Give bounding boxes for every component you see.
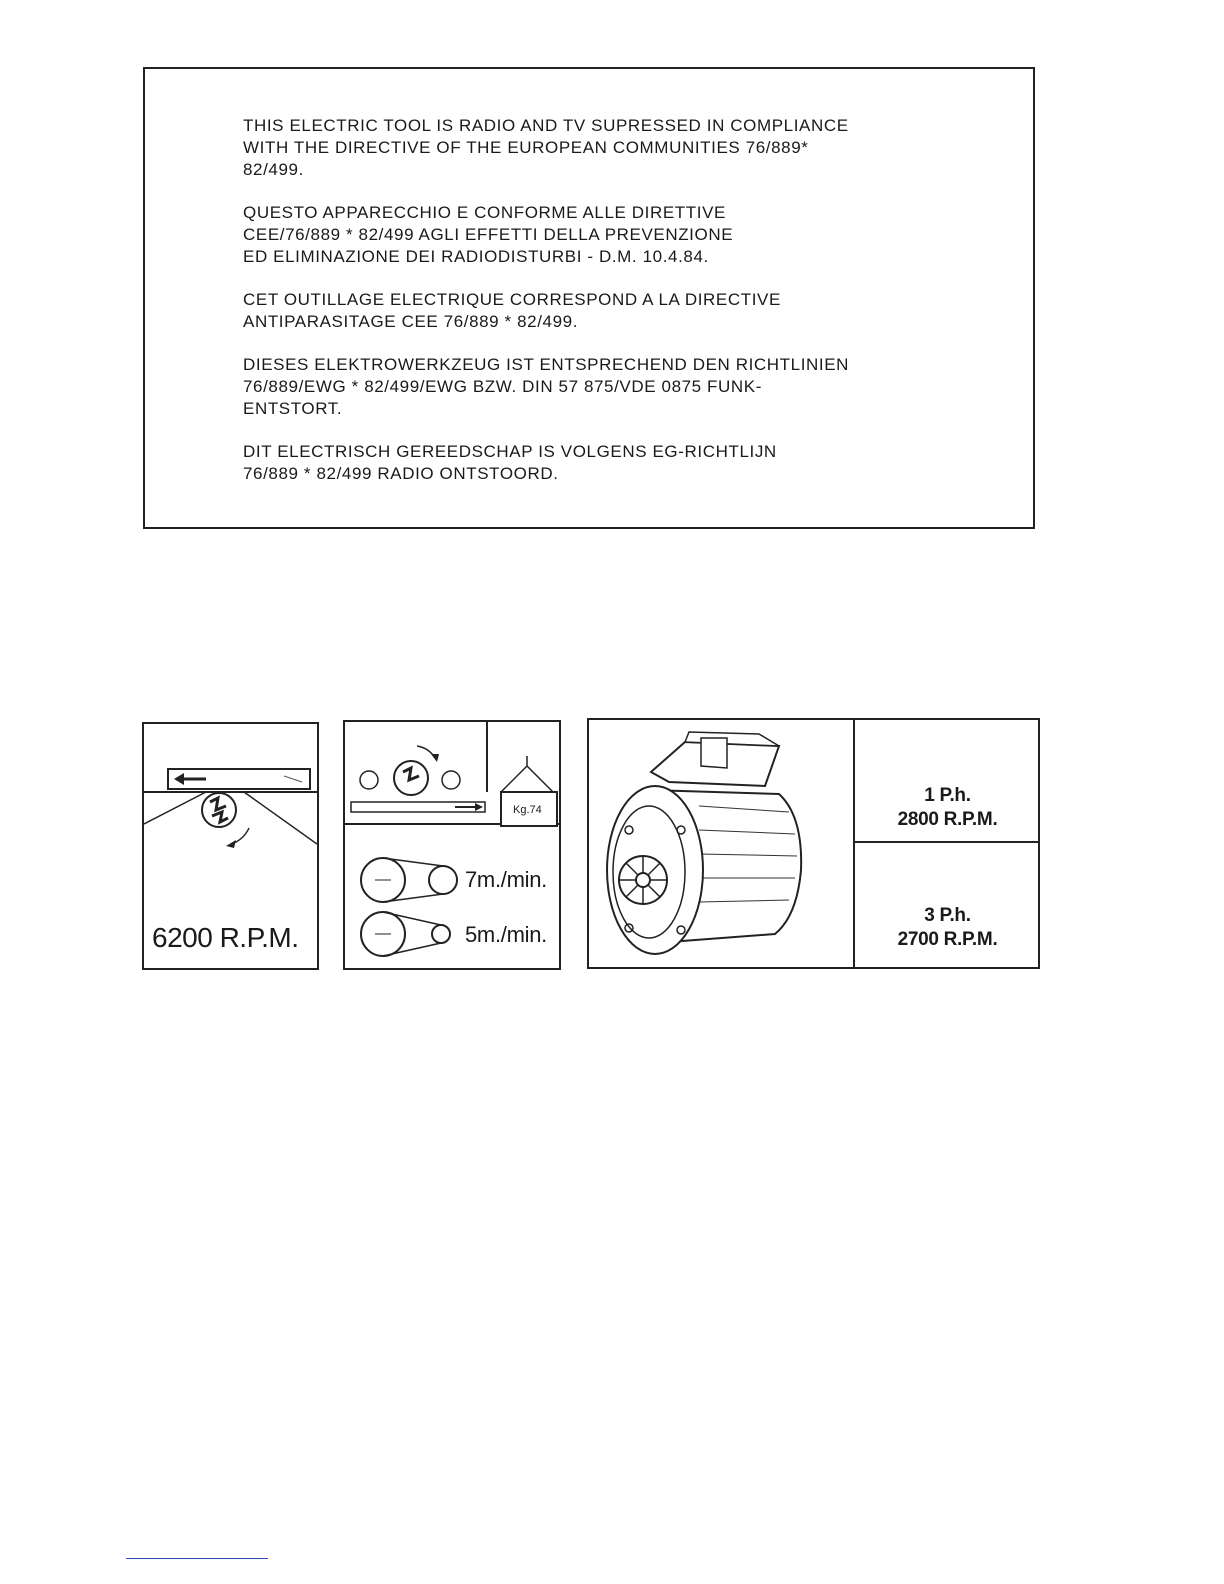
- three-phase-label: 3 P.h.: [924, 905, 971, 926]
- compliance-notice-text: [243, 115, 1003, 506]
- notice-line: ANTIPARASITAGE CEE 76/889 * 82/499.: [243, 312, 579, 331]
- spindle-speed-panel: [142, 722, 319, 970]
- notice-line: WITH THE DIRECTIVE OF THE EUROPEAN COMMUNITIES 76/889*: [243, 138, 809, 157]
- motor-panel: [587, 718, 1040, 969]
- notice-paragraph-dutch: [243, 441, 1003, 485]
- notice-line: 76/889 * 82/499 RADIO ONTSTOORD.: [243, 464, 559, 483]
- notice-line: CEE/76/889 * 82/499 AGLI EFFETTI DELLA PREVENZIONE: [243, 225, 734, 244]
- single-phase-spec: [855, 784, 1040, 832]
- electric-motor-illustration: [589, 720, 851, 967]
- three-phase-rpm: 2700 R.P.M.: [897, 929, 998, 950]
- weight-label: Kg.74: [513, 804, 542, 816]
- single-phase-label: 1 P.h.: [924, 785, 971, 806]
- notice-paragraph-french: [243, 289, 1003, 333]
- spindle-rpm-label: 6200 R.P.M.: [152, 922, 299, 953]
- notice-line: 76/889/EWG * 82/499/EWG BZW. DIN 57 875/VDE 0875 FUNK-: [243, 377, 762, 396]
- notice-line: CET OUTILLAGE ELECTRIQUE CORRESPOND A LA DIRECTIVE: [243, 290, 781, 309]
- feed-speed-fast: 7m./min.: [465, 867, 547, 892]
- feed-speed-panel: [343, 720, 561, 970]
- notice-line: 82/499.: [243, 160, 304, 179]
- notice-line: DIT ELECTRISCH GEREEDSCHAP IS VOLGENS EG-RICHTLIJN: [243, 442, 777, 461]
- notice-line: DIESES ELEKTROWERKZEUG IST ENTSPRECHEND DEN RICHTLINIEN: [243, 355, 850, 374]
- footnote-rule: [126, 1558, 268, 1559]
- compliance-notice-box: [143, 67, 1035, 529]
- notice-line: THIS ELECTRIC TOOL IS RADIO AND TV SUPRESSED IN COMPLIANCE: [243, 116, 849, 135]
- single-phase-rpm: 2800 R.P.M.: [897, 809, 998, 830]
- feed-speed-slow: 5m./min.: [465, 922, 547, 947]
- notice-paragraph-italian: [243, 202, 1003, 268]
- notice-line: ED ELIMINAZIONE DEI RADIODISTURBI - D.M. 10.4.84.: [243, 247, 709, 266]
- three-phase-spec: [855, 904, 1040, 952]
- notice-line: QUESTO APPARECCHIO E CONFORME ALLE DIRETTIVE: [243, 203, 726, 222]
- notice-paragraph-german: [243, 354, 1003, 420]
- notice-paragraph-english: [243, 115, 1003, 181]
- notice-line: ENTSTORT.: [243, 399, 343, 418]
- motor-spec-divider: [854, 841, 1040, 843]
- cutter-head-illustration: [144, 724, 317, 864]
